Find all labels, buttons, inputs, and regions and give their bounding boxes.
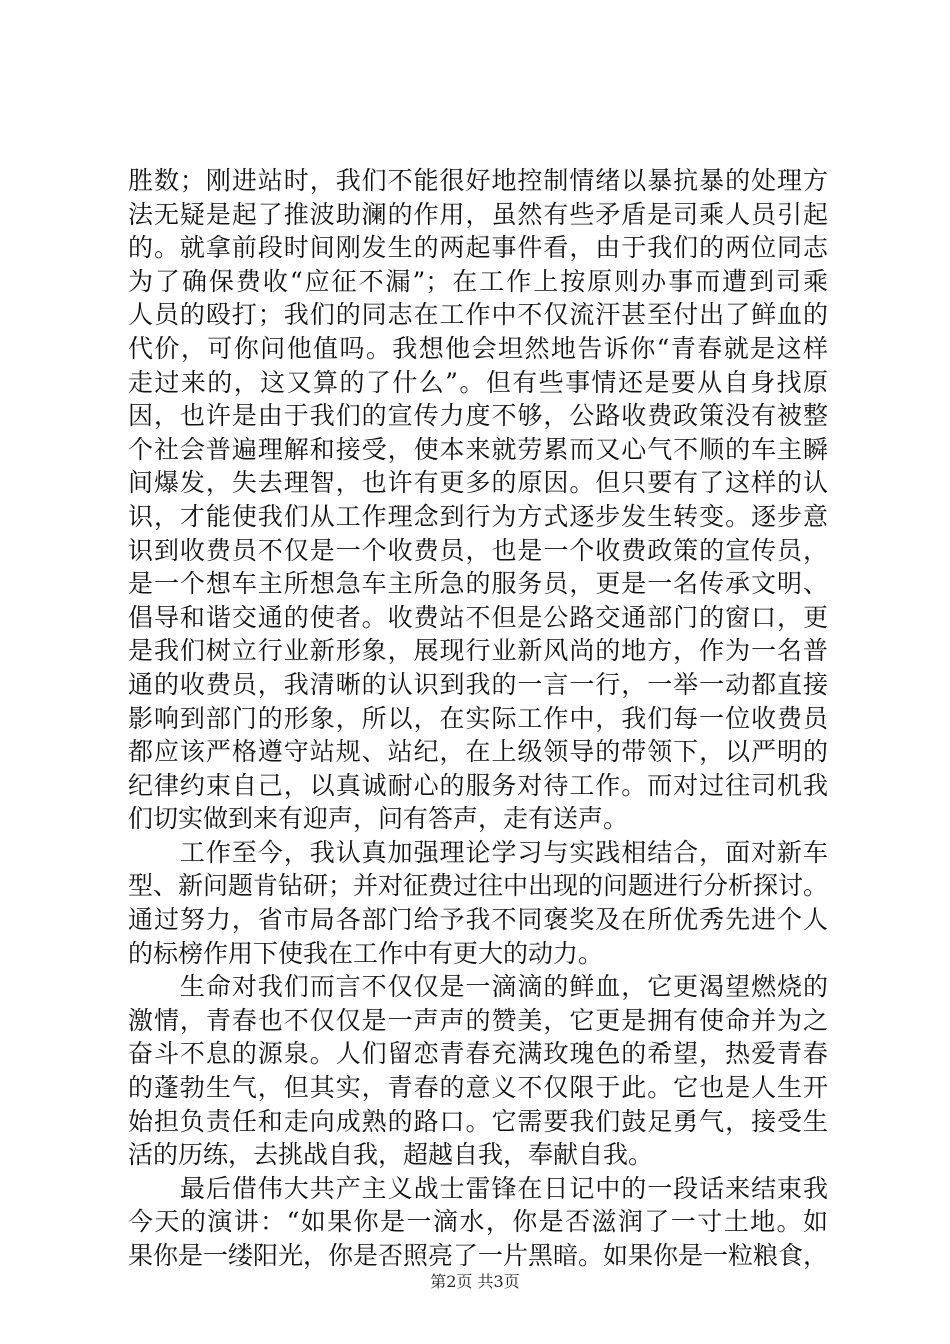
- text-line: 个社会普遍理解和接受，使本来就劳累而又心气不顺的车主瞬: [128, 434, 828, 464]
- text-line: 走过来的，这又算的了什么”。但有些事情还是要从自身找原: [128, 367, 828, 397]
- text-line: 通的收费员，我清晰的认识到我的一言一行，一举一动都直接: [128, 669, 828, 699]
- text-line: 奋斗不息的源泉。人们留恋青春充满玫瑰色的希望，热爱青春: [128, 1039, 828, 1069]
- paragraph: [128, 836, 828, 970]
- text-line: 识到收费员不仅是一个收费员，也是一个收费政策的宣传员，: [128, 535, 828, 565]
- text-line: 最后借伟大共产主义战士雷锋在日记中的一段话来结束我: [128, 1173, 828, 1203]
- text-line: 都应该严格遵守站规、站纪，在上级领导的带领下，以严明的: [128, 737, 828, 767]
- text-line: 纪律约束自己，以真诚耐心的服务对待工作。而对过往司机我: [128, 770, 828, 800]
- text-line: 是一个想车主所想急车主所急的服务员，更是一名传承文明、: [128, 569, 828, 599]
- text-line: 们切实做到来有迎声，问有答声，走有送声。: [128, 804, 629, 834]
- paragraph: [128, 970, 828, 1172]
- text-line: 间爆发，失去理智，也许有更多的原因。但只要有了这样的认: [128, 468, 828, 498]
- text-line: 是我们树立行业新形象，展现行业新风尚的地方，作为一名普: [128, 636, 828, 666]
- text-line: 因，也许是由于我们的宣传力度不够，公路收费政策没有被整: [128, 401, 828, 431]
- text-line: 为了确保费收“应征不漏”；在工作上按原则办事而遭到司乘: [128, 266, 828, 296]
- text-line: 胜数；刚进站时，我们不能很好地控制情绪以暴抗暴的处理方: [128, 166, 828, 195]
- text-line: 始担负责任和走向成熟的路口。它需要我们鼓足勇气，接受生: [128, 1106, 828, 1136]
- text-line: 的。就拿前段时间刚发生的两起事件看，由于我们的两位同志: [128, 233, 828, 263]
- text-line: 倡导和谐交通的使者。收费站不但是公路交通部门的窗口，更: [128, 602, 828, 632]
- text-line: 的蓬勃生气，但其实，青春的意义不仅限于此。它也是人生开: [128, 1073, 828, 1103]
- page-footer: [0, 1272, 950, 1292]
- text-line: 今天的演讲：“如果你是一滴水，你是否滋润了一寸土地。如: [128, 1207, 828, 1237]
- text-line: 生命对我们而言不仅仅是一滴滴的鲜血，它更渴望燃烧的: [128, 972, 828, 1002]
- text-line: 果你是一缕阳光，你是否照亮了一片黑暗。如果你是一粒粮食，: [128, 1241, 829, 1270]
- text-line: 工作至今，我认真加强理论学习与实践相结合，面对新车: [128, 837, 828, 867]
- text-line: 代价，可你问他值吗。我想他会坦然地告诉你“青春就是这样: [128, 333, 828, 363]
- page-number-label: 第2页 共3页: [430, 1272, 520, 1291]
- text-line: 的标榜作用下使我在工作中有更大的动力。: [128, 938, 604, 968]
- text-line: 识，才能使我们从工作理念到行为方式逐步发生转变。逐步意: [128, 501, 828, 531]
- text-line: 型、新问题肯钻研；并对征费过往中出现的问题进行分析探讨。: [128, 871, 829, 901]
- document-body: [128, 164, 828, 1273]
- paragraph: [128, 1172, 828, 1273]
- text-line: 通过努力，省市局各部门给予我不同褒奖及在所优秀先进个人: [128, 905, 828, 935]
- text-line: 影响到部门的形象，所以，在实际工作中，我们每一位收费员: [128, 703, 828, 733]
- paragraph: [128, 164, 828, 836]
- text-line: 激情，青春也不仅仅是一声声的赞美，它更是拥有使命并为之: [128, 1005, 828, 1035]
- text-line: 活的历练，去挑战自我，超越自我，奉献自我。: [128, 1140, 654, 1170]
- text-line: 人员的殴打；我们的同志在工作中不仅流汗甚至付出了鲜血的: [128, 300, 828, 330]
- text-line: 法无疑是起了推波助澜的作用，虽然有些矛盾是司乘人员引起: [128, 199, 828, 229]
